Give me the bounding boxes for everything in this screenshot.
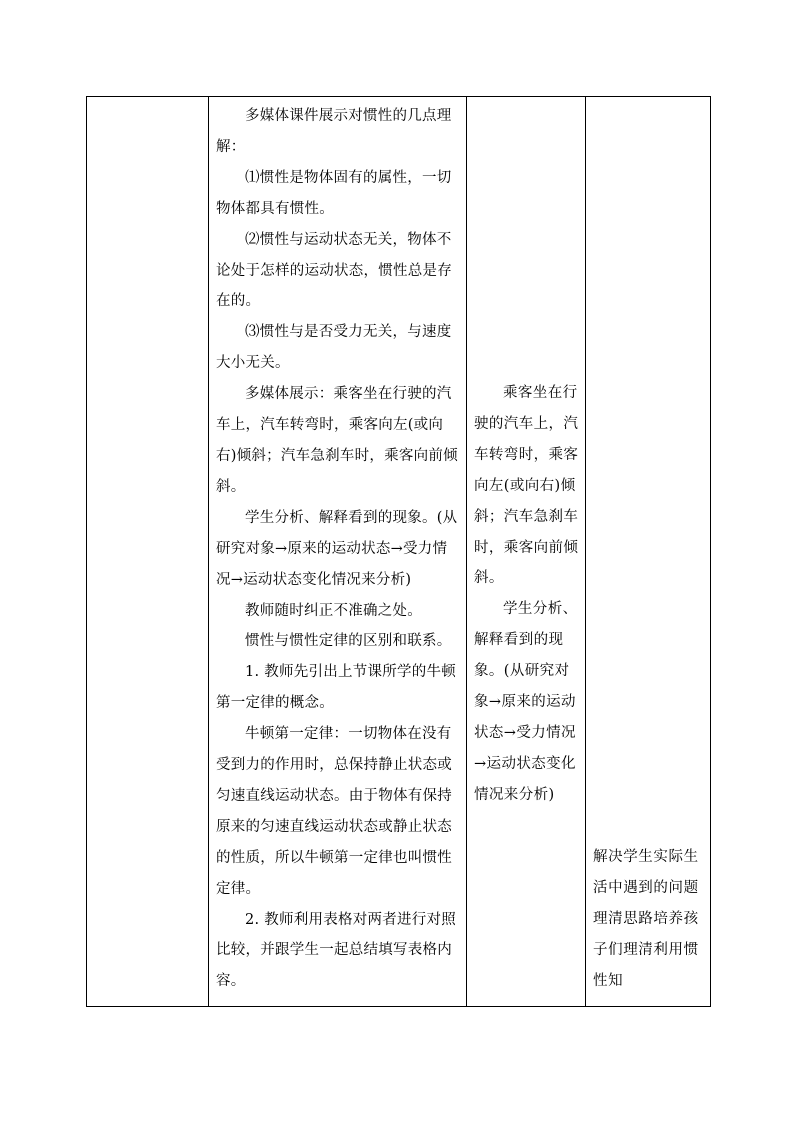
paragraph-step-2: 2. 教师利用表格对两者进行对照比较，并跟学生一起总结填写表格内容。 <box>216 911 456 990</box>
student-activity-cell <box>467 97 586 1007</box>
paragraph-step-1: 1. 教师先引出上节课所学的牛顿第一定律的概念。 <box>216 664 456 712</box>
paragraph-teacher-correction: 教师随时纠正不准确之处。 <box>245 602 422 619</box>
lesson-plan-table <box>86 96 711 1007</box>
paragraph-inertia-point-2: ⑵惯性与运动状态无关，物体不论处于怎样的运动状态，惯性总是存在的。 <box>216 231 452 310</box>
paragraph-difference-link: 惯性与惯性定律的区别和联系。 <box>245 633 452 650</box>
paragraph-student-analysis: 学生分析、解释看到的现象。(从研究对象→原来的运动状态→受力情况→运动状态变化情况来分析) <box>216 509 458 588</box>
stage-column-cell <box>87 97 209 1007</box>
paragraph-inertia-point-3: ⑶惯性与是否受力无关，与速度大小无关。 <box>216 324 452 372</box>
table-row <box>87 97 711 1007</box>
design-intent-cell <box>586 97 711 1007</box>
paragraph-design-intent: 解决学生实际生活中遇到的问题理清思路培养孩子们理清利用惯性知 <box>593 849 699 989</box>
paragraph-multimedia-demo: 多媒体展示：乘客坐在行驶的汽车上，汽车转弯时，乘客向左(或向右)倾斜；汽车急刹车时，乘客向前倾斜。 <box>216 386 458 495</box>
paragraph-student-explain: 学生分析、解释看到的现象。(从研究对象→原来的运动状态→受力情况→运动状态变化情况来分析) <box>474 601 578 803</box>
paragraph-inertia-point-1: ⑴惯性是物体固有的属性，一切物体都具有惯性。 <box>216 169 452 217</box>
teacher-activity-cell <box>209 97 467 1007</box>
paragraph-student-observe: 乘客坐在行驶的汽车上，汽车转弯时，乘客向左(或向右)倾斜；汽车急刹车时，乘客向前倾斜。 <box>474 385 579 587</box>
paragraph-newton-first-law: 牛顿第一定律：一切物体在没有受到力的作用时，总保持静止状态或匀速直线运动状态。由于物体有保持原来的匀速直线运动状态或静止状态的性质，所以牛顿第一定律也叫惯性定律。 <box>216 726 452 897</box>
paragraph-inertia-intro: 多媒体课件展示对惯性的几点理解： <box>216 108 452 155</box>
